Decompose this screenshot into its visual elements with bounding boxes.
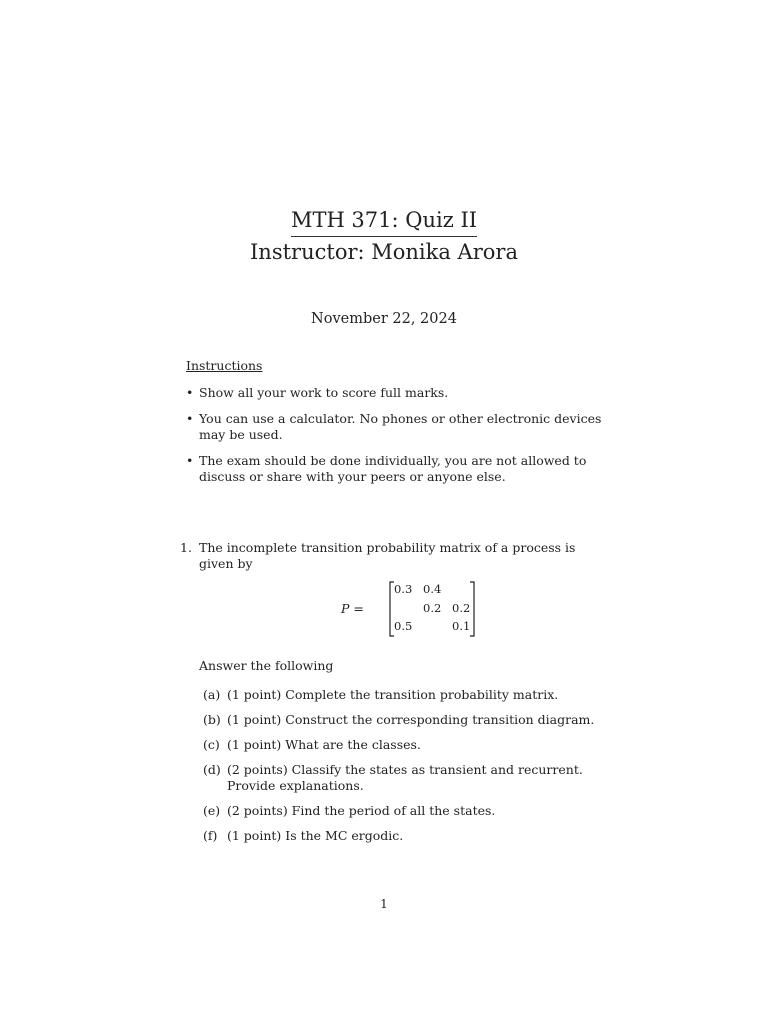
instruction-item (186, 385, 606, 401)
part-label: (f) (203, 828, 218, 843)
question-prompt: The incomplete transition probability matrix of a process is given by (199, 540, 576, 571)
bullet-icon: • (186, 411, 194, 426)
matrix-cell: 0.1 (452, 619, 471, 633)
exam-date: November 22, 2024 (311, 311, 457, 327)
part-label: (c) (203, 737, 220, 752)
title-block (0, 205, 768, 266)
equals-sign: = (349, 601, 364, 616)
page-number: 1 (380, 897, 388, 911)
part-text: (1 point) Is the MC ergodic. (227, 828, 404, 843)
instructor-line: Instructor: Monika Arora (250, 240, 518, 264)
question-parts (199, 687, 605, 844)
part-label: (d) (203, 762, 221, 777)
bullet-icon: • (186, 453, 194, 468)
part-text: (2 points) Find the period of all the states. (227, 803, 496, 818)
transition-matrix (387, 580, 487, 638)
instructions-section (186, 358, 606, 495)
matrix-label (341, 601, 364, 617)
question-number: 1. (180, 540, 192, 555)
part-text: (1 point) What are the classes. (227, 737, 421, 752)
matrix-cell: 0.5 (394, 619, 413, 633)
course-title: MTH 371: Quiz II (291, 205, 477, 237)
instruction-item (186, 411, 606, 443)
instruction-item (186, 453, 606, 485)
question-part (199, 737, 605, 753)
question-part (199, 762, 605, 794)
instruction-text: You can use a calculator. No phones or other electronic devices may be used. (199, 411, 602, 442)
question-part (199, 803, 605, 819)
instructions-heading: Instructions (186, 358, 263, 373)
part-text: (1 point) Complete the transition probability matrix. (227, 687, 559, 702)
part-text: (2 points) Classify the states as transient and recurrent. Provide explanations. (227, 762, 583, 793)
matrix-cell: 0.3 (394, 582, 413, 596)
bullet-icon: • (186, 385, 194, 400)
matrix-cell: 0.2 (423, 601, 442, 615)
right-bracket (470, 582, 474, 636)
part-text: (1 point) Construct the corresponding transition diagram. (227, 712, 595, 727)
answer-intro: Answer the following (199, 658, 334, 673)
question-part (199, 828, 605, 844)
part-label: (a) (203, 687, 221, 702)
question-part (199, 687, 605, 703)
matrix-cell: 0.4 (423, 582, 442, 596)
question-part (199, 712, 605, 728)
matrix-equation (199, 580, 605, 638)
matrix-cell: 0.2 (452, 601, 471, 615)
part-label: (e) (203, 803, 221, 818)
instructions-list (186, 385, 606, 485)
part-label: (b) (203, 712, 221, 727)
question-body (199, 540, 605, 844)
instruction-text: The exam should be done individually, you are not allowed to discuss or share with your peers or anyone else. (199, 453, 587, 484)
matrix-symbol: P (341, 601, 350, 616)
question-1 (180, 540, 605, 853)
instruction-text: Show all your work to score full marks. (199, 385, 449, 400)
